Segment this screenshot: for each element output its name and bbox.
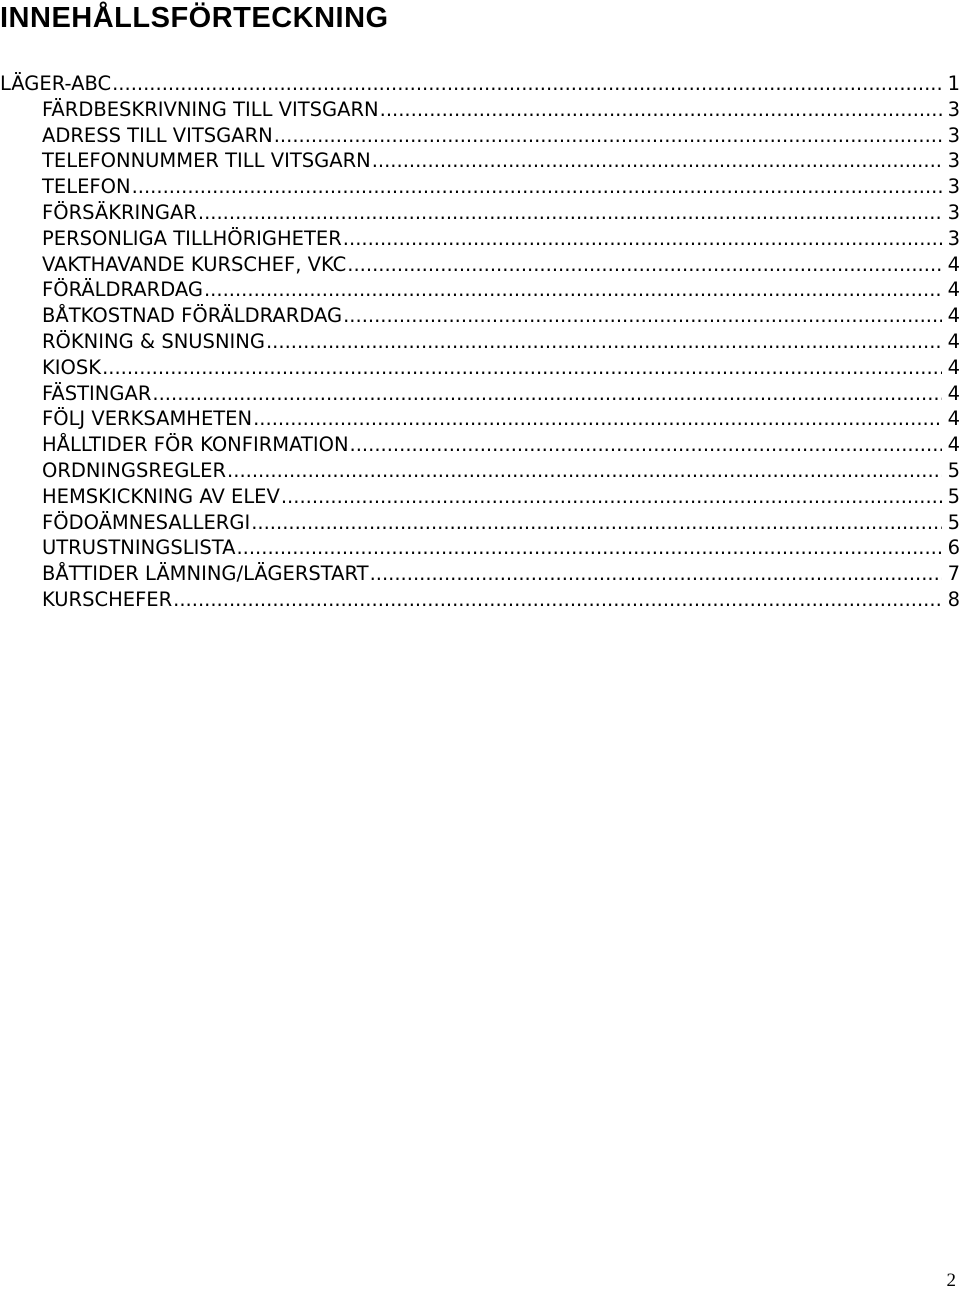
toc-dot-leader bbox=[253, 406, 942, 432]
toc-entry-label: RÖKNING & SNUSNING bbox=[42, 329, 265, 353]
toc-entry-label: FÖDOÄMNESALLERGI bbox=[42, 510, 251, 534]
toc-entry[interactable] bbox=[0, 303, 960, 329]
toc-dot-leader bbox=[102, 355, 942, 381]
toc-entry-page-number: 4 bbox=[947, 381, 960, 405]
toc-entry-label: HEMSKICKNING AV ELEV bbox=[42, 484, 280, 508]
toc-entry[interactable] bbox=[0, 510, 960, 536]
toc-entry-label: FÖRÄLDRARDAG bbox=[42, 278, 203, 302]
page-number: 2 bbox=[946, 1270, 956, 1291]
toc-entry-page-number: 1 bbox=[947, 72, 960, 95]
toc-entry-label: VAKTHAVANDE KURSCHEF, VKC bbox=[42, 252, 347, 276]
toc-dot-leader bbox=[347, 252, 942, 278]
toc-entry[interactable] bbox=[0, 535, 960, 561]
toc-dot-leader bbox=[152, 381, 942, 407]
toc-entry-page-number: 4 bbox=[947, 433, 960, 457]
toc-dot-leader bbox=[251, 510, 942, 536]
toc-dot-leader bbox=[372, 148, 942, 174]
toc-entry-label: UTRUSTNINGSLISTA bbox=[42, 536, 236, 560]
toc-entry-page-number: 5 bbox=[947, 510, 960, 534]
toc-dot-leader bbox=[227, 458, 942, 484]
toc-dot-leader bbox=[112, 71, 942, 97]
toc-entry[interactable] bbox=[0, 174, 960, 200]
toc-entry[interactable] bbox=[0, 123, 960, 149]
toc-entry[interactable] bbox=[0, 484, 960, 510]
toc-dot-leader bbox=[281, 484, 942, 510]
toc-dot-leader bbox=[343, 226, 942, 252]
toc-entry[interactable] bbox=[0, 355, 960, 381]
toc-entry-label: ORDNINGSREGLER bbox=[42, 458, 227, 482]
toc-dot-leader bbox=[198, 200, 942, 226]
toc-entry-page-number: 5 bbox=[947, 484, 960, 508]
toc-entry-page-number: 4 bbox=[947, 278, 960, 302]
toc-dot-leader bbox=[173, 587, 942, 613]
toc-entry-page-number: 3 bbox=[947, 200, 960, 224]
toc-entry[interactable] bbox=[0, 587, 960, 613]
toc-dot-leader bbox=[370, 561, 942, 587]
toc-entry[interactable] bbox=[0, 561, 960, 587]
toc-entry[interactable] bbox=[0, 329, 960, 355]
toc-entry-label: KURSCHEFER bbox=[42, 587, 173, 611]
toc-entry-label: TELEFONNUMMER TILL VITSGARN bbox=[42, 149, 371, 173]
toc-entry-page-number: 4 bbox=[947, 304, 960, 328]
toc-dot-leader bbox=[204, 277, 942, 303]
toc-entry[interactable] bbox=[0, 381, 960, 407]
toc-dot-leader bbox=[343, 303, 942, 329]
toc-entry[interactable] bbox=[0, 432, 960, 458]
toc-entry-label: BÅTTIDER LÄMNING/LÄGERSTART bbox=[42, 562, 369, 586]
toc-entry-page-number: 8 bbox=[947, 587, 960, 611]
toc-entry-page-number: 3 bbox=[947, 97, 960, 121]
toc-entry[interactable] bbox=[0, 148, 960, 174]
toc-entry-label: FÖRSÄKRINGAR bbox=[42, 200, 197, 224]
toc-entry-page-number: 6 bbox=[947, 536, 960, 560]
page-title: INNEHÅLLSFÖRTECKNING bbox=[0, 2, 389, 34]
toc-entry-label: FÄSTINGAR bbox=[42, 381, 152, 405]
toc-entry[interactable] bbox=[0, 406, 960, 432]
toc-dot-leader bbox=[266, 329, 942, 355]
toc-entry-label: TELEFON bbox=[42, 175, 131, 199]
toc-dot-leader bbox=[350, 432, 942, 458]
toc-entry-page-number: 3 bbox=[947, 149, 960, 173]
toc-entry-label: HÅLLTIDER FÖR KONFIRMATION bbox=[42, 433, 349, 457]
toc-entry[interactable] bbox=[0, 277, 960, 303]
toc-entry-page-number: 4 bbox=[947, 252, 960, 276]
toc-entry-label: BÅTKOSTNAD FÖRÄLDRARDAG bbox=[42, 304, 343, 328]
toc-entry[interactable] bbox=[0, 458, 960, 484]
toc-dot-leader bbox=[274, 123, 942, 149]
toc-entry-page-number: 5 bbox=[947, 458, 960, 482]
toc-entry-page-number: 7 bbox=[947, 562, 960, 586]
toc-entry-label: KIOSK bbox=[42, 355, 102, 379]
toc-entry[interactable] bbox=[0, 71, 960, 97]
toc-entry-label: LÄGER-ABC bbox=[0, 72, 112, 95]
toc-entry-page-number: 4 bbox=[947, 407, 960, 431]
toc-entry-label: ADRESS TILL VITSGARN bbox=[42, 123, 273, 147]
toc-entry-page-number: 3 bbox=[947, 226, 960, 250]
toc-dot-leader bbox=[380, 97, 942, 123]
toc-entry-label: FÖLJ VERKSAMHETEN bbox=[42, 407, 253, 431]
toc-entry[interactable] bbox=[0, 226, 960, 252]
toc-entry[interactable] bbox=[0, 200, 960, 226]
toc-entry-page-number: 4 bbox=[947, 329, 960, 353]
toc-entry-page-number: 4 bbox=[947, 355, 960, 379]
toc-entry-page-number: 3 bbox=[947, 175, 960, 199]
toc-entry[interactable] bbox=[0, 252, 960, 278]
toc-entry-page-number: 3 bbox=[947, 123, 960, 147]
table-of-contents bbox=[0, 71, 960, 613]
toc-entry-label: PERSONLIGA TILLHÖRIGHETER bbox=[42, 226, 342, 250]
toc-dot-leader bbox=[236, 535, 942, 561]
toc-entry-label: FÄRDBESKRIVNING TILL VITSGARN bbox=[42, 97, 379, 121]
toc-dot-leader bbox=[132, 174, 942, 200]
toc-entry[interactable] bbox=[0, 97, 960, 123]
